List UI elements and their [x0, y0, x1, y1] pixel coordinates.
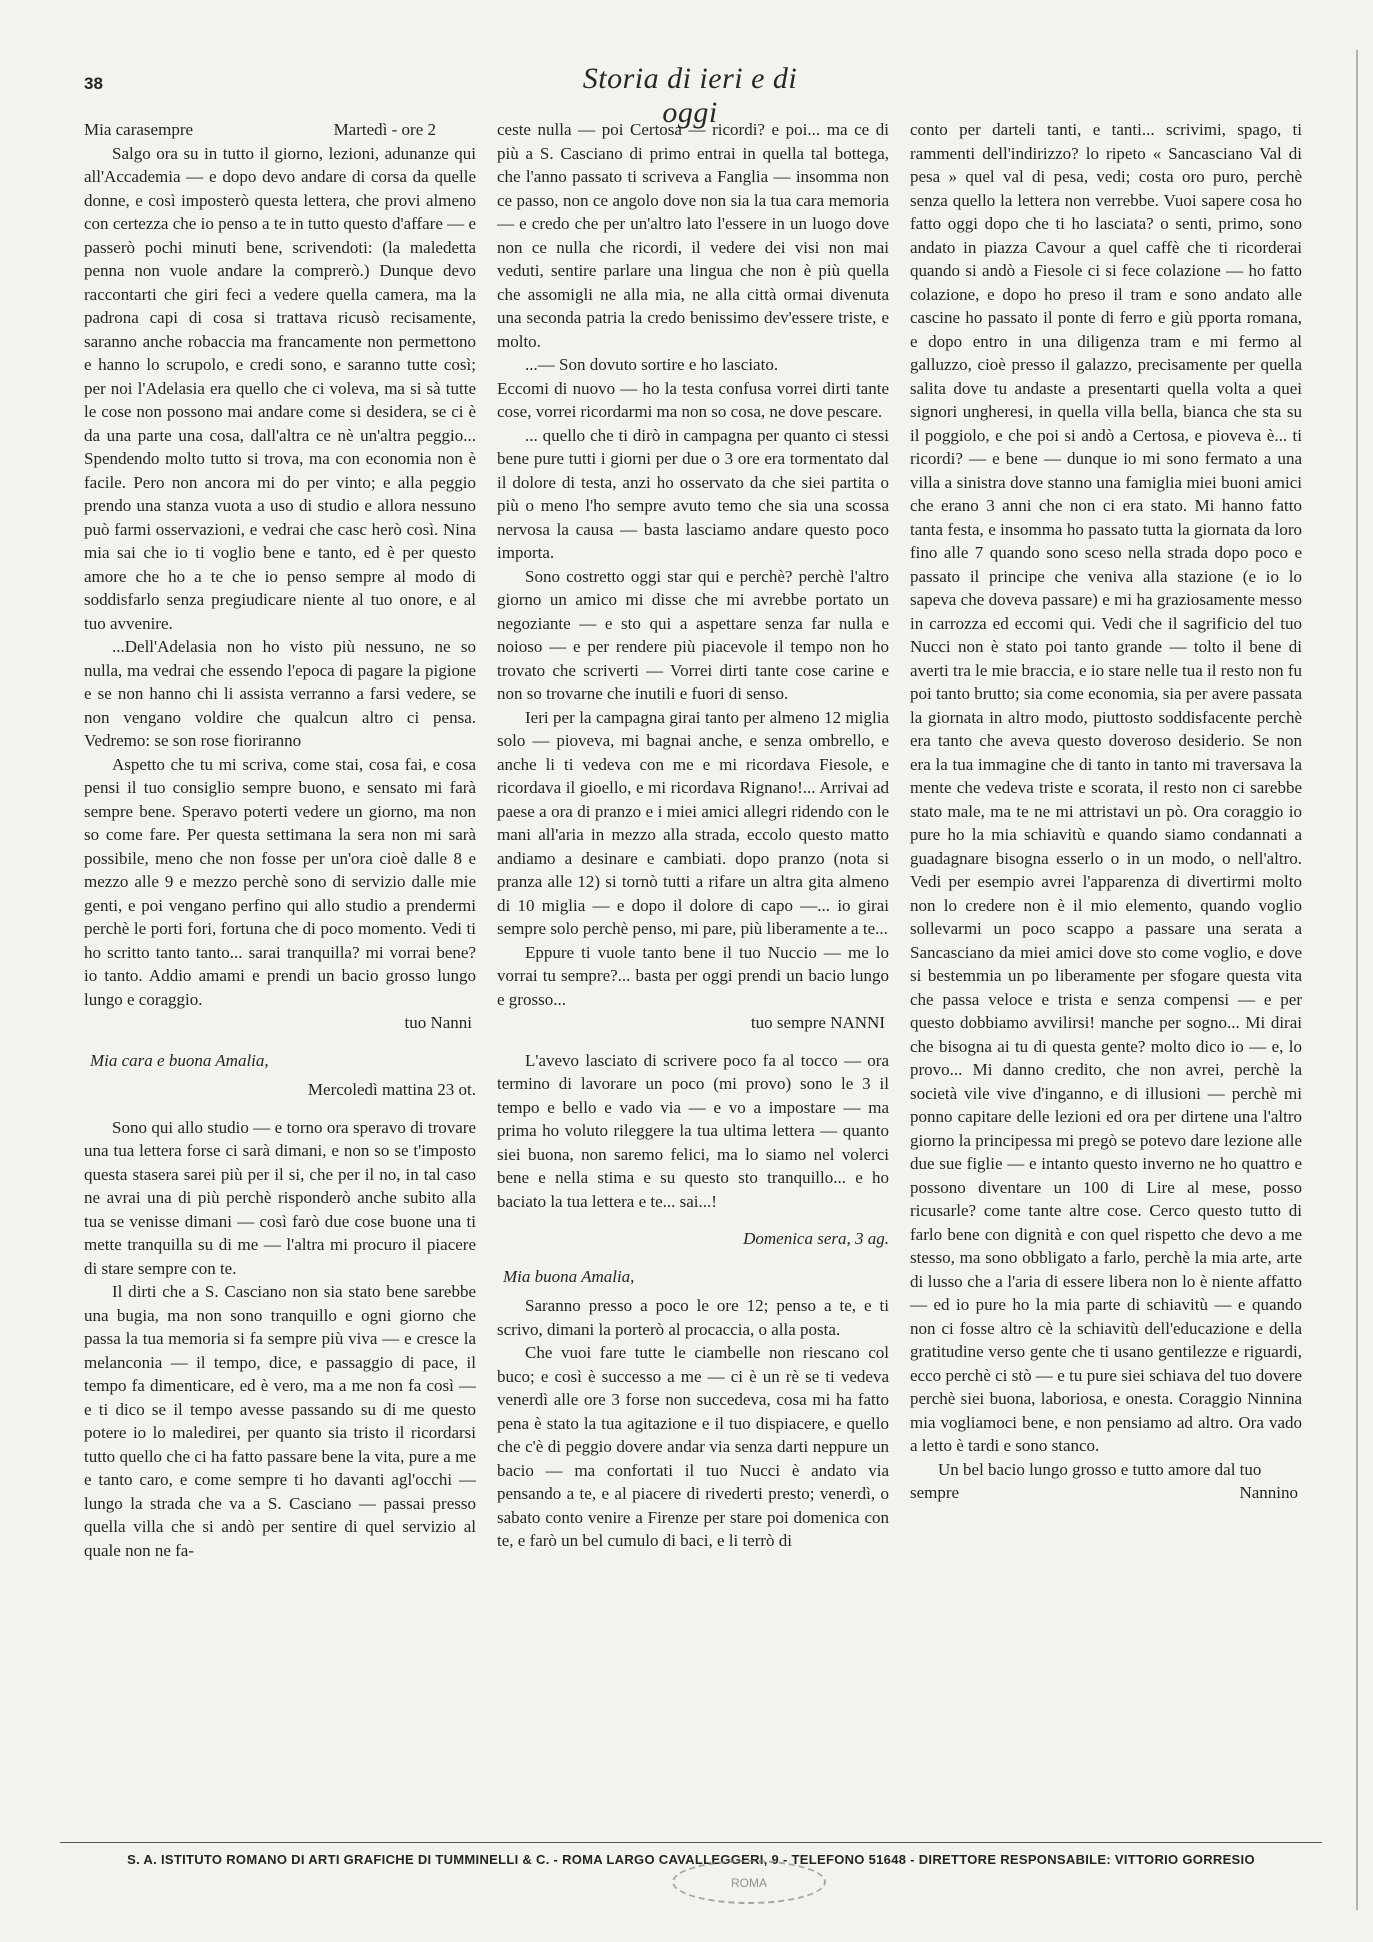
- letter-1-salutation: Mia carasempre: [84, 120, 194, 139]
- column-3: [910, 118, 1302, 1818]
- paragraph: Salgo ora su in tutto il giorno, lezioni, adunanze qui all'Accademia — e dopo devo andare di corsa da quelle donne, e così imposterò questa lettera, che provi almeno con certezza che io penso a te in tutto questo d'affare — e passerò pochi minuti bene, scrivendoti: (la maledetta penna non vuole andare la comprerò.) Dunque devo raccontarti che giri feci a vedere quella camera, ma la padrona capi di cosa si trattava ricusò recisamente, saranno anche robaccia ma francamente non permettono e hanno lo scrupolo, e credi sono, e saranno tutte così; per noi l'Adelasia era quello che ci voleva, ma si sà tutte le cose non possono mai andare come si desidera, se ci è da una parte una cosa, dall'altra ce nè un'altra peggio... Spendendo molto tutto si trova, ma con economia non è facile. Pero non ancora mi do per vinto; e alla peggio prendo una stanza vuota a uso di studio e allora nessuno può farmi osservazioni, e vedrai che casc herò così. Nina mia sai che io ti voglio bene e tanto, ed è per questo amore che ho a te che io penso sempre al modo di soddisfarlo senza pregiudicare niente al tuo onore, e al tuo avvenire.: [84, 143, 476, 633]
- paragraph: [910, 1458, 1302, 1505]
- letter-3-signature: Nannino: [1239, 1483, 1298, 1502]
- footer-rule: [60, 1842, 1322, 1843]
- letter-2-salutation: Mia cara e buona Amalia,: [90, 1050, 269, 1070]
- paragraph: Saranno presso a poco le ore 12; penso a te, e ti scrivo, dimani la porterò al procaccia, o alla posta.: [497, 1296, 889, 1339]
- closing-text: Un bel bacio lungo grosso e tutto amore dal tuo sempre: [910, 1459, 1262, 1502]
- letter-3-salutation: Mia buona Amalia,: [503, 1266, 635, 1286]
- paragraph: Ieri per la campagna girai tanto per almeno 12 miglia solo — pioveva, mi bagnai anche, e senza ombrello, e anche li ti vedeva con me e mi ricordava Fiesole, e ricordava il gioello, e mi ricordava Rignano!... Arrivai ad paese a ora di pranzo e i miei amici allegri ridendo con le mani all'aria in mezzo alla strada, eccolo questo matto andiamo a desinare e cambiati. dopo pranzo (nota si pranza alle 12) si tornò tutti a rifare un altra gita almeno di 10 miglia — e dopo il dolore di capo —... io girai sempre solo perchè penso, mi pare, più liberamente a te...: [497, 707, 889, 938]
- paragraph: ceste nulla — poi Certosa — ricordi? e poi... ma ce di più a S. Casciano di primo entrai in quella tal bottega, che l'anno passato ti scriveva a Fanglia — insomma non ce passo, non ce angolo dove non sia la tua cara memoria — e credo che per un'altro lato l'essere in un luogo dove non ce nulla che ricordi, il vedere dei visi non mai veduti, sentire parlare una lingua che non è più quella che assomigli ne alla mia, ne alla città ormai divenuta una seconda patria la credo benissimo dev'essere triste, e molto.: [497, 120, 889, 351]
- page-number: 38: [84, 74, 103, 93]
- article-columns: [84, 118, 1302, 1818]
- letter-3-date: Domenica sera, 3 ag.: [743, 1229, 889, 1248]
- paragraph: Che vuoi fare tutte le ciambelle non riescano col buco; e così è successo a me — ci è un rè se ti vedeva venerdì alle ore 3 forse non succedeva, cosa mi ha fatto pena è stato la tua agitazione e il tuo dispiacere, e quello che c'è di peggio dovere andar via senza darti neppure un bacio — ma confortati il tuo Nucci è andato via pensando a te, e al piacere di rivederti presto; venerdì, o sabato conto venire a Firenze per stare poi domenica con te, e farò un bel cumulo di baci, e li terrò di: [497, 1343, 889, 1550]
- paragraph: Il dirti che a S. Casciano non sia stato bene sarebbe una bugia, ma non sono tranquillo e ogni giorno che passa la tua memoria si fa sempre più viva — e cresce la melanconia — il tempo, dice, e passaggio di pace, il tempo fa dimenticare, ed è vero, ma a me non fa così — e ti dico se il tempo avesse passando su di me questo potere io lo maledirei, per quanto sia tristo il ricordarsi tutto quello che ci ha fatto passare bene la vita, pure a me e tanto caro, e come sempre ti ho davanti agl'occhi — lungo la strada che va a S. Casciano — passai presso quella villa che si andò per sentire di quel servizio al quale non ne fa-: [84, 1282, 476, 1560]
- running-title: Storia di ieri e di oggi: [582, 62, 798, 129]
- paragraph: ...— Son dovuto sortire e ho lasciato.: [525, 355, 779, 374]
- column-2: [497, 118, 889, 1818]
- paragraph: Sono costretto oggi star qui e perchè? perchè l'altro giorno un amico mi disse che mi avrebbe portato un negoziante — e sto qui a aspettare senza far nulla e noioso — e per rendere più piacevole il tempo non ho trovato che scriverti — Vorrei dirti tante cose carine e non so trovarne che inutili e fuori di senso.: [497, 566, 889, 703]
- stamp-text: ROMA: [731, 1876, 767, 1890]
- printer-imprint: S. A. ISTITUTO ROMANO DI ARTI GRAFICHE DI TUMMINELLI & C. - ROMA LARGO CAVALLEGGERI, 9 - TELEFONO 51648 - DIRETTORE RESPONSABILE: VITTORIO GORRESIO: [127, 1852, 1255, 1867]
- paragraph: ...Dell'Adelasia non ho visto più nessuno, ne so nulla, ma vedrai che essendo l'epoca di pagare la pigione e se non hanno chi li assista verranno a farsi vedere, se non vengano voldire che qualcun altro ci pensa. Vedremo: se son rose fioriranno: [84, 637, 476, 750]
- letter-1-signature: tuo Nanni: [404, 1013, 472, 1032]
- page-edge-line: [1356, 50, 1358, 1910]
- letter-1-heading: [84, 118, 476, 142]
- paragraph: conto per darteli tanti, e tanti... scrivimi, spago, ti rammenti dell'indirizzo? lo ripeto « Sancasciano Val di pesa » quel val di pesa, vedi; costa oro puro, perchè senza quello la lettera non verrebbe. Vuoi sapere cosa ho fatto oggi dopo che ti ho lasciata? o senti, primo, sono andato in piazza Cavour a quel caffè che ti ricorderai quando si andò a Fiesole ci si fece colazione — ho fatto colazione, e dopo ho preso il tram e sono andato alle cascine ho passato il ponte di ferro e giù pporta romana, e dopo entro in una diligenza tram e mi fermo al galluzzo, cioè presso il galazzo, precisamente per quella salita dove tu andaste a presentarti quella volta a quei signori ungheresi, in quella villa bella, bianca che sta su il poggiolo, e che poi si andò a Certosa, e pioveva è... ti ricordi? — e bene — dunque io mi sono fermato a una villa a sinistra dove stanno una famiglia miei buoni amici che erano 3 anni che non ci era stato. Mi hanno fatto tanta festa, e insomma ho passato tutta la giornata da loro fino alle 7 quando sono sceso nella strada dopo poco e passato il principe che veniva alla stazione (e io lo sapeva che doveva passare) e mi ha graziosamente messo in carrozza ed eccomi qui. Vedi che il sagrificio del tuo Nucci non è stato poi tanto grande — tolto il bene di averti tra le mie braccia, e io stare nelle tua il resto non fu poi tanto brutto; sia come economia, sia per avere passata la giornata in altro modo, piuttosto soddisfacente perchè era tanto che aveva questo doveroso desiderio. Se non era la tua immagine che di tanto in tanto mi traversava la mente che vedeva triste e scorata, il resto non ci sarebbe stato male, ma te ne mi attristavi un pò. Ora coraggio io pure ho la mia schiavitù e quando siamo condannati a guadagnare bisogna esserlo o in un modo, o nell'altro. Vedi per esempio avrei l'apparenza di divertirmi molto non lo credere non è il mio elemento, quando voglio sollevarmi un poco scappo a passare una serata a Sancasciano da miei amici dove sto come voglio, e dove si bestemmia un po liberamente per sfogare questa vita che passa veloce e trista e senza compensi — e per questo dobbiamo avvilirsi! manche per sogno... Mi dirai che bisogna ai tu di questa gente? molto dico io — e, lo provo... Mi danno credito, che non avrei, perchè la società vile vive d'inganno, e di illusioni — perchè mi ponno capitare delle lezioni ed ora per dirtene una l'altro giorno la principessa mi pregò se potevo dare lezione alle due sue figlie — e intanto questo inverno ne ho quattro e possono diventare un 100 di Lire al mese, posso ricusarle? come tante altre cose. Cerco questo tutto di farlo bene con dignità e con quel rispetto che devo a me stesso, ma sono obbligato a farlo, perchè la mia arte, arte di lusso che a l'aria di essere libera non lo è niente affatto — ed io pure ho la mia parte di schiavitù — e quando non ci fosse altro cè la schiavitù dell'educazione e della gratitudine verso gente che ti usano gentilezze e riguardi, ecco perchè ci stò — e tu pure siei schiava del tuo dovere perchè siei buona, laboriosa, e onesta. Coraggio Ninnina mia vogliamoci bene, e non pensiamo ad altro. Ora vado a letto è tardi e sono stanco.: [910, 120, 1302, 1455]
- paragraph: L'avevo lasciato di scrivere poco fa al tocco — ora termino di lavorare un poco (mi provo) sono le 3 il tempo e bello e vado via — e vo a impostare — ma prima ho voluto rileggere la tua ultima lettera — quanto siei buona, non saremo felici, ma lo siamo nel volerci bene e nella stima e su questo sto tranquillo... e ho baciato la tua lettera e te... sai...!: [497, 1050, 889, 1211]
- paragraph: Eccomi di nuovo — ho la testa confusa vorrei dirti tante cose, vorrei ricordarmi ma non so cosa, ne dove pescare.: [497, 378, 889, 421]
- letter-2-date: Mercoledì mattina 23 ot.: [307, 1080, 476, 1099]
- library-stamp: [672, 1860, 826, 1904]
- paragraph: Sono qui allo studio — e torno ora speravo di trovare una tua lettera forse ci sarà dimani, e non so se t'imposto questa stasera sarei più per il si, che per il no, in tal caso ne avrai una di più perchè risponderò anche subito alla tua se venisse dimani — così farò due cose buone una ti mette tranquilla su di me — l'altra mi procuro il piacere di stare sempre con te.: [84, 1117, 476, 1278]
- paragraph: Eppure ti vuole tanto bene il tuo Nuccio — me lo vorrai tu sempre?... basta per oggi prendi un bacio lungo e grosso...: [497, 942, 889, 1009]
- column-1: [84, 118, 476, 1818]
- paragraph: ... quello che ti dirò in campagna per quanto ci stessi bene pure tutti i giorni per due o 3 ore era tormentato dal il dolore di testa, anzi ho osservato da che siei partita o più o meno l'ho sempre avuto temo che sia una scossa nervosa la causa — basta lasciamo andare questo poco importa.: [497, 425, 889, 562]
- letter-1-date: Martedì - ore 2: [333, 120, 436, 139]
- paragraph: Aspetto che tu mi scriva, come stai, cosa fai, e cosa pensi il tuo consiglio sempre buono, e sensato mi farà sempre bene. Speravo poterti vedere un giorno, ma non so come fare. Per questa settimana la sera non mi sarà possibile, meno che non fosse per un'ora cioè dalle 8 e mezzo alle 9 e mezzo perchè sono di servizio dalle mie genti, e poi vengano perfino qui allo studio a prendermi perchè le porti fori, fortuna che di poco momento. Vedi ti ho scritto tanto tanto... sarai tranquilla? mi vorrai bene? io tanto. Addio amami e prendi un bacio grosso lungo lungo e coraggio.: [84, 754, 476, 1009]
- letter-2-signature: tuo sempre NANNI: [750, 1013, 885, 1032]
